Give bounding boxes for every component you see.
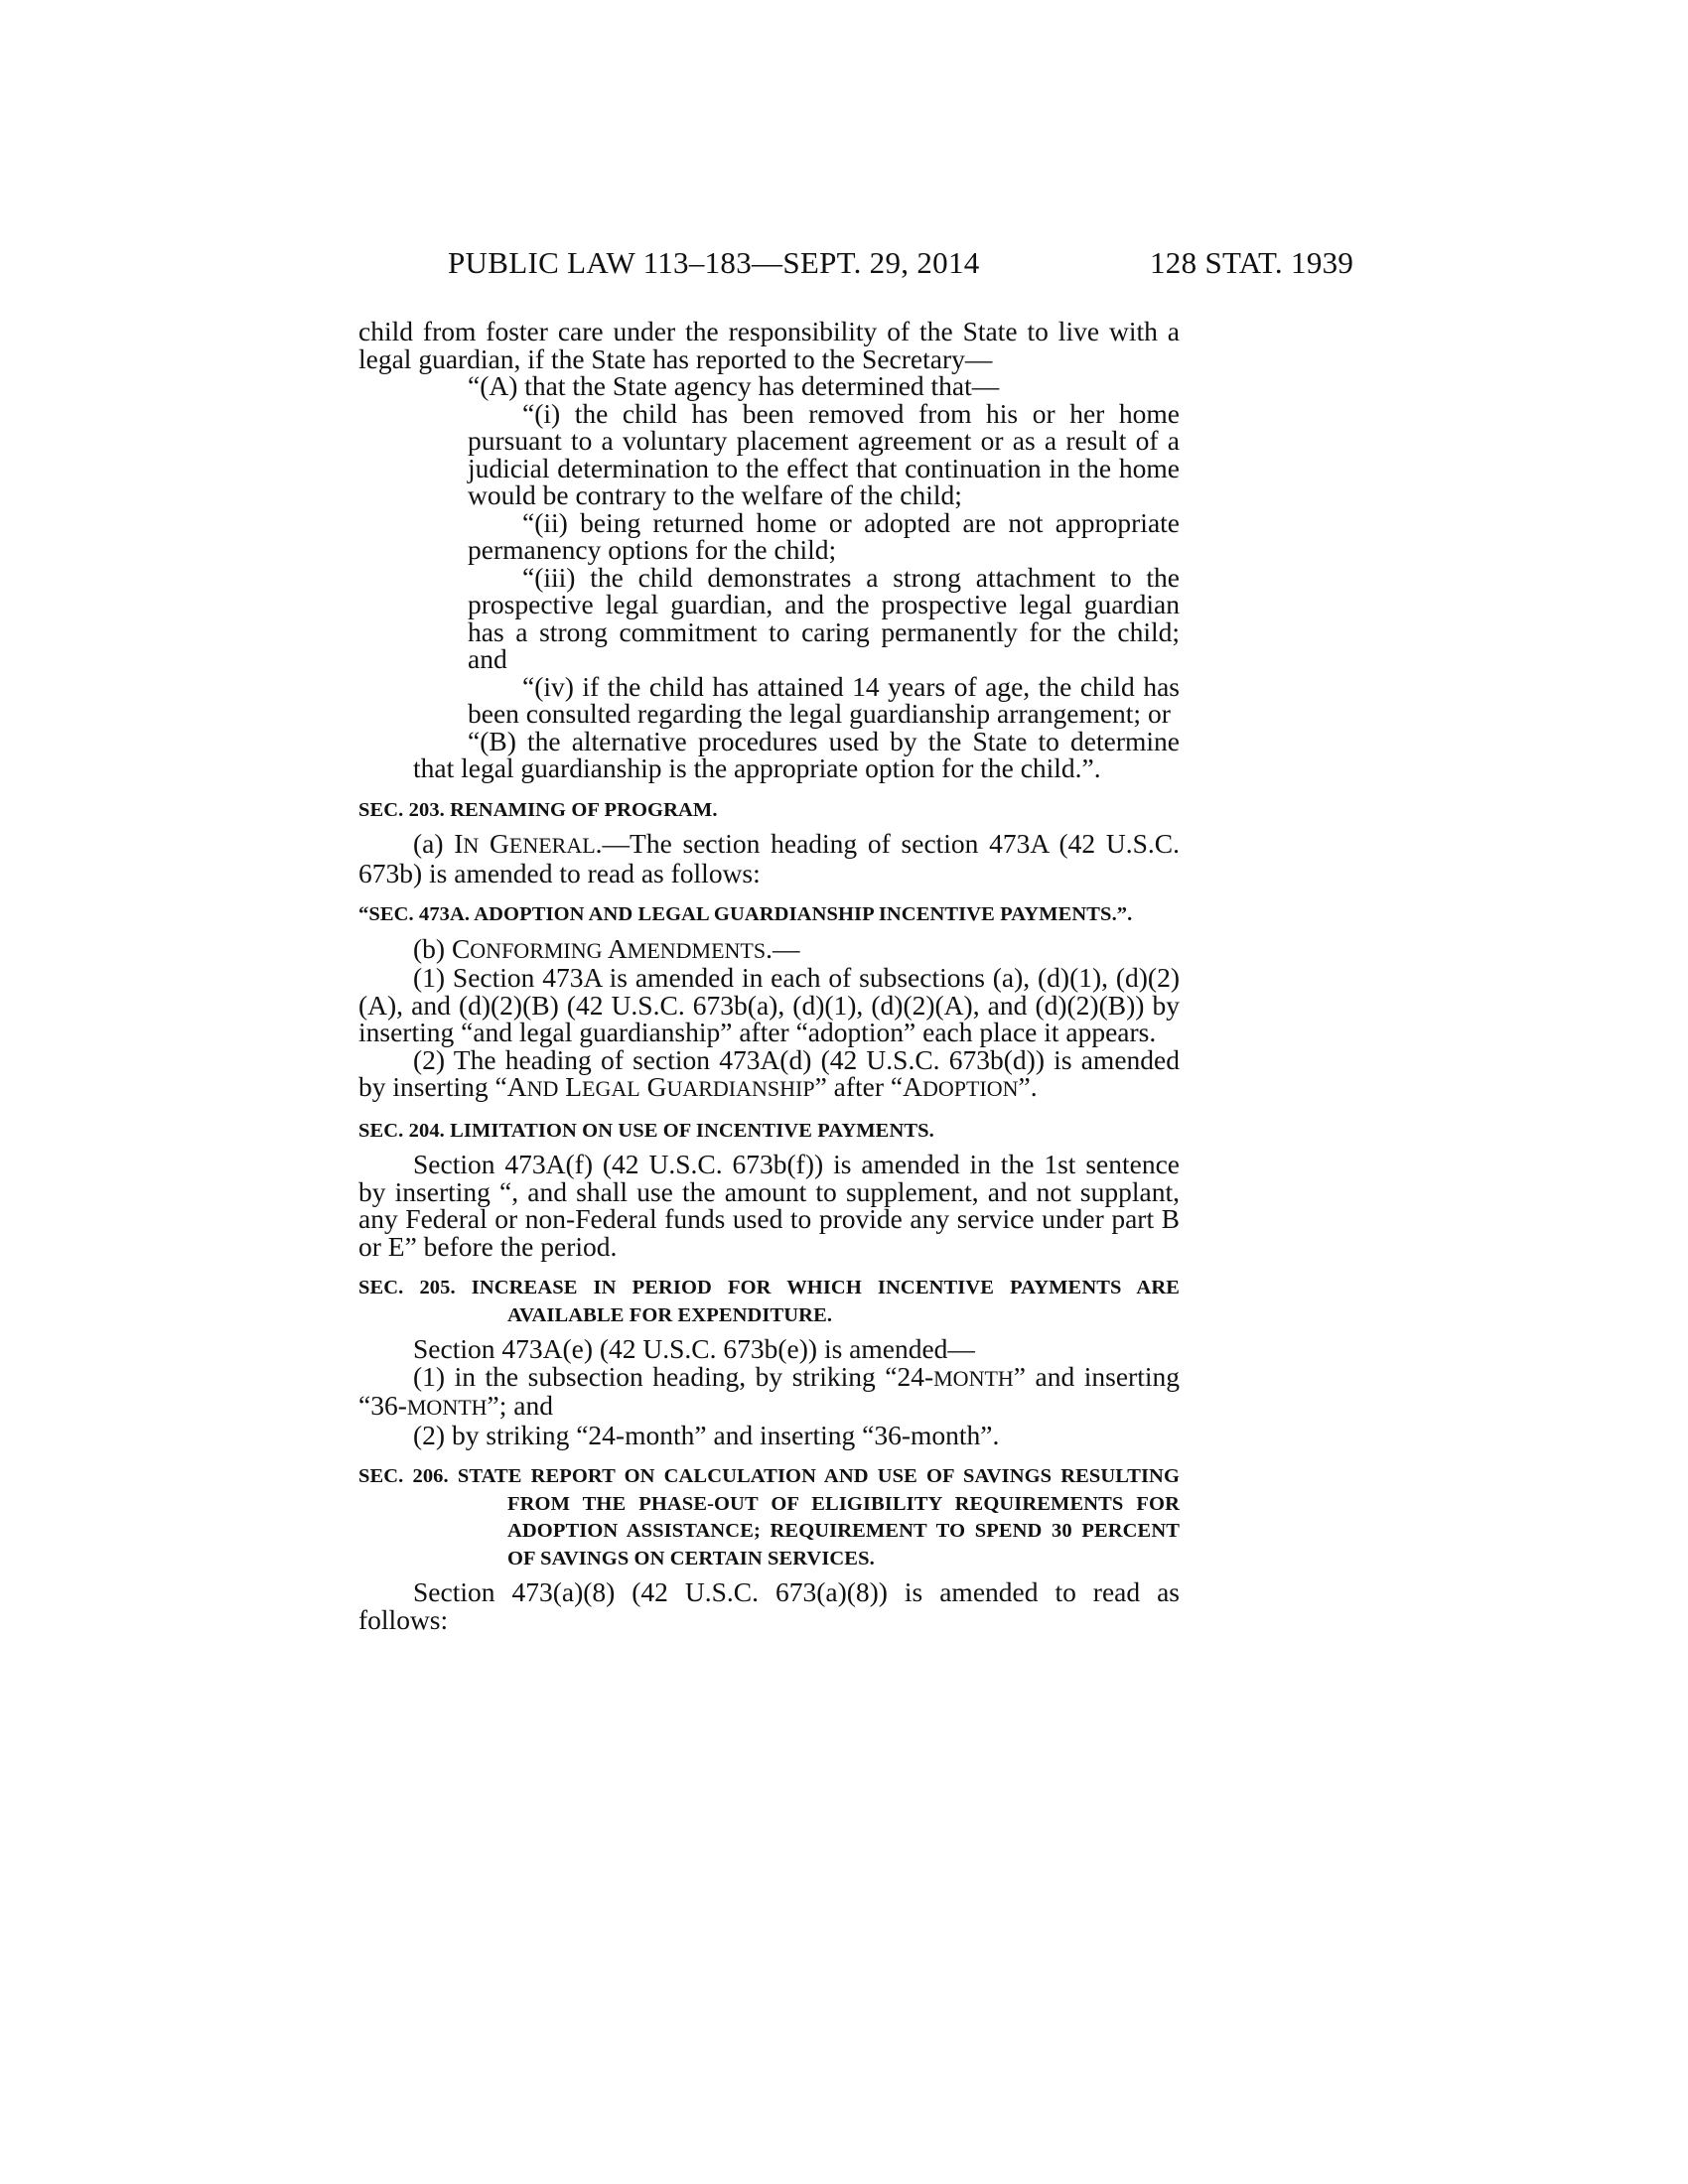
section-heading-205: SEC. 205. INCREASE IN PERIOD FOR WHICH INCENTIVE PAYMENTS ARE AVAILABLE FOR EXPENDITURE. xyxy=(358,1277,1180,1326)
section-203-b: (b) CONFORMING AMENDMENTS.— xyxy=(413,932,800,964)
continued-paragraph: child from foster care under the responsibility of the State to live with a legal guardian, if the State has reported to the Secretary— xyxy=(358,316,1180,374)
subparagraph-a: “(A) that the State agency has determined that— xyxy=(468,370,1000,401)
section-heading-204: SEC. 204. LIMITATION ON USE OF INCENTIVE PAYMENTS. xyxy=(358,1119,934,1142)
running-title: PUBLIC LAW 113–183—SEPT. 29, 2014 xyxy=(448,245,980,280)
quoted-section-heading-473a: “SEC. 473A. ADOPTION AND LEGAL GUARDIANSHIP INCENTIVE PAYMENTS.”. xyxy=(358,903,1133,925)
clause-iii: “(iii) the child demonstrates a strong attachment to the prospective legal guardian, and the prospective legal guardian has a strong commitment to caring permanently for the child; and xyxy=(468,561,1180,674)
clause-iv: “(iv) if the child has attained 14 years of age, the child has been consulted regarding the legal guardianship arrangement; or xyxy=(468,670,1180,729)
document-body xyxy=(358,318,1180,1633)
section-203-b-1: (1) Section 473A is amended in each of subsections (a), (d)(1), (d)(2)(A), and (d)(2)(B) (42 U.S.C. 673b(a), (d)(1), (d)(2)(A), and (d)(2)(B)) by inserting “and legal guardianship” after “adoption” each place it appears. xyxy=(358,962,1180,1047)
section-203-a: (a) IN GENERAL.—The section heading of section 473A (42 U.S.C. 673b) is amended to read as follows: xyxy=(358,828,1180,888)
subparagraph-b: “(B) the alternative procedures used by the State to determine that legal guardianship is the appropriate option for the child.”. xyxy=(413,725,1180,783)
section-heading-203: SEC. 203. RENAMING OF PROGRAM. xyxy=(358,798,718,821)
clause-i: “(i) the child has been removed from his or her home pursuant to a voluntary placement agreement or as a result of a judicial determination to the effect that continuation in the home would be contrary to the welfare of the child; xyxy=(468,397,1180,510)
section-205-2: (2) by striking “24-month” and inserting “36-month”. xyxy=(413,1419,1000,1450)
section-205-text: Section 473A(e) (42 U.S.C. 673b(e)) is amended— xyxy=(413,1333,975,1364)
clause-ii: “(ii) being returned home or adopted are not appropriate permanency options for the child; xyxy=(468,506,1180,565)
section-203-b-2: (2) The heading of section 473A(d) (42 U.S.C. 673b(d)) is amended by inserting “AND LEGAL GUARDIANSHIP” after “ADOPTION”. xyxy=(358,1043,1180,1102)
page-header xyxy=(0,245,1688,285)
statute-page-number: 128 STAT. 1939 xyxy=(1150,245,1354,280)
section-205-1: (1) in the subsection heading, by striking “24-MONTH” and inserting “36-MONTH”; and xyxy=(358,1360,1180,1421)
section-heading-206: SEC. 206. STATE REPORT ON CALCULATION AND USE OF SAVINGS RESULTING FROM THE PHASE-OUT OF ELIGIBILITY REQUIREMENTS FOR ADOPTION ASSISTANCE; REQUIREMENT TO SPEND 30 PERCENT OF SAVINGS ON CERTAIN SERVICES. xyxy=(358,1465,1180,1570)
section-206-text: Section 473(a)(8) (42 U.S.C. 673(a)(8)) is amended to read as follows: xyxy=(358,1576,1180,1635)
section-204-text: Section 473A(f) (42 U.S.C. 673b(f)) is amended in the 1st sentence by inserting “, and shall use the amount to supplement, and not supplant, any Federal or non-Federal funds used to provide any service under part B or E” before the period. xyxy=(358,1149,1180,1262)
